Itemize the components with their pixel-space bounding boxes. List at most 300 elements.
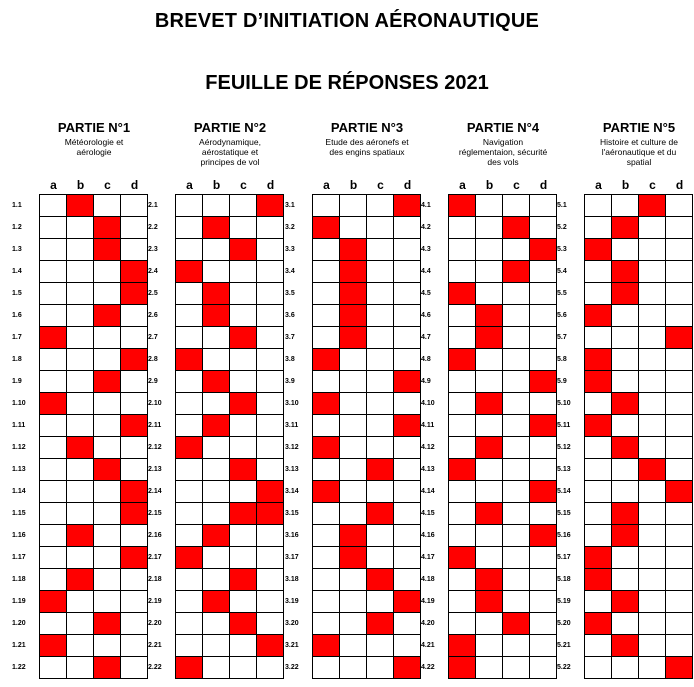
answer-cell-b[interactable] (67, 283, 94, 305)
answer-cell-c[interactable] (230, 569, 257, 591)
answer-cell-c[interactable] (639, 261, 666, 283)
answer-cell-b[interactable] (340, 547, 367, 569)
answer-cell-d[interactable] (666, 547, 693, 569)
answer-cell-a[interactable] (176, 569, 203, 591)
answer-cell-c[interactable] (639, 305, 666, 327)
answer-cell-d[interactable] (530, 239, 557, 261)
answer-cell-c[interactable] (94, 195, 121, 217)
answer-cell-d[interactable] (394, 415, 421, 437)
answer-cell-a[interactable] (176, 591, 203, 613)
answer-cell-a[interactable] (313, 591, 340, 613)
answer-cell-c[interactable] (367, 525, 394, 547)
answer-cell-c[interactable] (94, 437, 121, 459)
answer-cell-d[interactable] (666, 415, 693, 437)
answer-cell-a[interactable] (176, 349, 203, 371)
answer-cell-a[interactable] (585, 635, 612, 657)
answer-cell-a[interactable] (313, 217, 340, 239)
answer-cell-b[interactable] (340, 283, 367, 305)
answer-cell-b[interactable] (476, 261, 503, 283)
answer-cell-d[interactable] (666, 195, 693, 217)
answer-cell-b[interactable] (67, 481, 94, 503)
answer-cell-a[interactable] (40, 459, 67, 481)
answer-cell-c[interactable] (94, 525, 121, 547)
answer-cell-c[interactable] (639, 547, 666, 569)
answer-cell-d[interactable] (530, 217, 557, 239)
answer-cell-a[interactable] (40, 525, 67, 547)
answer-cell-a[interactable] (585, 547, 612, 569)
answer-cell-c[interactable] (94, 547, 121, 569)
answer-cell-b[interactable] (203, 305, 230, 327)
answer-cell-d[interactable] (257, 261, 284, 283)
answer-cell-b[interactable] (203, 239, 230, 261)
answer-cell-c[interactable] (503, 503, 530, 525)
answer-cell-c[interactable] (639, 393, 666, 415)
answer-cell-c[interactable] (230, 195, 257, 217)
answer-cell-b[interactable] (612, 657, 639, 679)
answer-cell-a[interactable] (585, 415, 612, 437)
answer-cell-a[interactable] (313, 437, 340, 459)
answer-cell-d[interactable] (530, 591, 557, 613)
answer-cell-d[interactable] (530, 657, 557, 679)
answer-cell-c[interactable] (230, 481, 257, 503)
answer-cell-b[interactable] (340, 195, 367, 217)
answer-cell-c[interactable] (230, 591, 257, 613)
answer-cell-d[interactable] (257, 547, 284, 569)
answer-cell-a[interactable] (585, 239, 612, 261)
answer-cell-a[interactable] (40, 371, 67, 393)
answer-cell-c[interactable] (367, 195, 394, 217)
answer-cell-a[interactable] (313, 393, 340, 415)
answer-cell-a[interactable] (585, 371, 612, 393)
answer-cell-c[interactable] (503, 635, 530, 657)
answer-cell-b[interactable] (67, 415, 94, 437)
answer-cell-a[interactable] (176, 613, 203, 635)
answer-cell-a[interactable] (313, 415, 340, 437)
answer-cell-c[interactable] (230, 283, 257, 305)
answer-cell-a[interactable] (313, 657, 340, 679)
answer-cell-b[interactable] (203, 503, 230, 525)
answer-cell-b[interactable] (340, 657, 367, 679)
answer-cell-c[interactable] (230, 217, 257, 239)
answer-cell-a[interactable] (449, 327, 476, 349)
answer-cell-a[interactable] (40, 503, 67, 525)
answer-cell-b[interactable] (476, 525, 503, 547)
answer-cell-b[interactable] (476, 635, 503, 657)
answer-cell-d[interactable] (530, 437, 557, 459)
answer-cell-c[interactable] (503, 547, 530, 569)
answer-cell-a[interactable] (585, 569, 612, 591)
answer-cell-d[interactable] (394, 437, 421, 459)
answer-cell-b[interactable] (476, 195, 503, 217)
answer-cell-b[interactable] (612, 349, 639, 371)
answer-cell-c[interactable] (230, 415, 257, 437)
answer-cell-c[interactable] (230, 393, 257, 415)
answer-cell-b[interactable] (203, 459, 230, 481)
answer-cell-b[interactable] (203, 635, 230, 657)
answer-cell-c[interactable] (367, 305, 394, 327)
answer-cell-c[interactable] (230, 305, 257, 327)
answer-cell-d[interactable] (530, 459, 557, 481)
answer-cell-a[interactable] (585, 283, 612, 305)
answer-cell-a[interactable] (313, 261, 340, 283)
answer-cell-a[interactable] (40, 547, 67, 569)
answer-cell-d[interactable] (666, 371, 693, 393)
answer-cell-c[interactable] (367, 327, 394, 349)
answer-cell-b[interactable] (340, 459, 367, 481)
answer-cell-b[interactable] (67, 613, 94, 635)
answer-cell-b[interactable] (67, 657, 94, 679)
answer-cell-a[interactable] (176, 481, 203, 503)
answer-cell-b[interactable] (67, 371, 94, 393)
answer-cell-a[interactable] (40, 569, 67, 591)
answer-cell-b[interactable] (476, 503, 503, 525)
answer-cell-c[interactable] (503, 261, 530, 283)
answer-cell-a[interactable] (585, 481, 612, 503)
answer-cell-c[interactable] (94, 217, 121, 239)
answer-cell-a[interactable] (40, 283, 67, 305)
answer-cell-d[interactable] (666, 305, 693, 327)
answer-cell-c[interactable] (639, 657, 666, 679)
answer-cell-a[interactable] (585, 261, 612, 283)
answer-cell-b[interactable] (612, 525, 639, 547)
answer-cell-c[interactable] (639, 591, 666, 613)
answer-cell-d[interactable] (530, 195, 557, 217)
answer-cell-b[interactable] (340, 525, 367, 547)
answer-cell-b[interactable] (67, 261, 94, 283)
answer-cell-c[interactable] (230, 371, 257, 393)
answer-cell-a[interactable] (313, 349, 340, 371)
answer-cell-a[interactable] (449, 437, 476, 459)
answer-cell-c[interactable] (230, 239, 257, 261)
answer-cell-c[interactable] (503, 217, 530, 239)
answer-cell-a[interactable] (176, 327, 203, 349)
answer-cell-a[interactable] (176, 393, 203, 415)
answer-cell-a[interactable] (585, 437, 612, 459)
answer-cell-a[interactable] (40, 217, 67, 239)
answer-cell-d[interactable] (666, 261, 693, 283)
answer-cell-c[interactable] (94, 459, 121, 481)
answer-cell-d[interactable] (257, 305, 284, 327)
answer-cell-a[interactable] (313, 305, 340, 327)
answer-cell-c[interactable] (94, 305, 121, 327)
answer-cell-c[interactable] (503, 239, 530, 261)
answer-cell-b[interactable] (340, 305, 367, 327)
answer-cell-a[interactable] (585, 195, 612, 217)
answer-cell-d[interactable] (666, 591, 693, 613)
answer-cell-d[interactable] (530, 349, 557, 371)
answer-cell-d[interactable] (121, 503, 148, 525)
answer-cell-b[interactable] (340, 437, 367, 459)
answer-cell-d[interactable] (257, 437, 284, 459)
answer-cell-a[interactable] (313, 283, 340, 305)
answer-cell-b[interactable] (612, 613, 639, 635)
answer-cell-b[interactable] (340, 371, 367, 393)
answer-cell-d[interactable] (530, 283, 557, 305)
answer-cell-a[interactable] (40, 327, 67, 349)
answer-cell-d[interactable] (394, 459, 421, 481)
answer-cell-c[interactable] (367, 613, 394, 635)
answer-cell-b[interactable] (67, 327, 94, 349)
answer-cell-a[interactable] (449, 591, 476, 613)
answer-cell-d[interactable] (394, 547, 421, 569)
answer-cell-b[interactable] (476, 437, 503, 459)
answer-cell-c[interactable] (639, 613, 666, 635)
answer-cell-d[interactable] (121, 415, 148, 437)
answer-cell-d[interactable] (666, 503, 693, 525)
answer-cell-b[interactable] (340, 349, 367, 371)
answer-cell-a[interactable] (449, 525, 476, 547)
answer-cell-b[interactable] (67, 547, 94, 569)
answer-cell-a[interactable] (449, 349, 476, 371)
answer-cell-b[interactable] (67, 503, 94, 525)
answer-cell-d[interactable] (666, 283, 693, 305)
answer-cell-c[interactable] (503, 195, 530, 217)
answer-cell-c[interactable] (503, 569, 530, 591)
answer-cell-c[interactable] (639, 459, 666, 481)
answer-cell-d[interactable] (394, 635, 421, 657)
answer-cell-d[interactable] (530, 305, 557, 327)
answer-cell-b[interactable] (612, 481, 639, 503)
answer-cell-b[interactable] (612, 437, 639, 459)
answer-cell-d[interactable] (257, 591, 284, 613)
answer-cell-d[interactable] (394, 503, 421, 525)
answer-cell-d[interactable] (257, 327, 284, 349)
answer-cell-c[interactable] (367, 283, 394, 305)
answer-cell-a[interactable] (449, 635, 476, 657)
answer-cell-c[interactable] (230, 613, 257, 635)
answer-cell-d[interactable] (530, 327, 557, 349)
answer-cell-b[interactable] (476, 569, 503, 591)
answer-cell-d[interactable] (666, 393, 693, 415)
answer-cell-d[interactable] (530, 371, 557, 393)
answer-cell-c[interactable] (94, 239, 121, 261)
answer-cell-c[interactable] (639, 283, 666, 305)
answer-cell-a[interactable] (585, 327, 612, 349)
answer-cell-b[interactable] (612, 635, 639, 657)
answer-cell-b[interactable] (67, 217, 94, 239)
answer-cell-c[interactable] (639, 327, 666, 349)
answer-cell-c[interactable] (367, 481, 394, 503)
answer-cell-d[interactable] (530, 635, 557, 657)
answer-cell-b[interactable] (340, 569, 367, 591)
answer-cell-a[interactable] (313, 195, 340, 217)
answer-cell-c[interactable] (94, 393, 121, 415)
answer-cell-c[interactable] (639, 481, 666, 503)
answer-cell-a[interactable] (313, 569, 340, 591)
answer-cell-b[interactable] (203, 195, 230, 217)
answer-cell-d[interactable] (257, 613, 284, 635)
answer-cell-b[interactable] (340, 591, 367, 613)
answer-cell-b[interactable] (476, 239, 503, 261)
answer-cell-d[interactable] (121, 327, 148, 349)
answer-cell-d[interactable] (394, 305, 421, 327)
answer-cell-c[interactable] (367, 547, 394, 569)
answer-cell-c[interactable] (230, 261, 257, 283)
answer-cell-a[interactable] (176, 635, 203, 657)
answer-cell-b[interactable] (612, 503, 639, 525)
answer-cell-c[interactable] (639, 569, 666, 591)
answer-cell-c[interactable] (230, 635, 257, 657)
answer-cell-b[interactable] (612, 217, 639, 239)
answer-cell-b[interactable] (203, 261, 230, 283)
answer-cell-d[interactable] (666, 613, 693, 635)
answer-cell-b[interactable] (203, 657, 230, 679)
answer-cell-d[interactable] (666, 459, 693, 481)
answer-cell-b[interactable] (476, 217, 503, 239)
answer-cell-a[interactable] (313, 327, 340, 349)
answer-cell-a[interactable] (40, 195, 67, 217)
answer-cell-c[interactable] (503, 657, 530, 679)
answer-cell-d[interactable] (121, 459, 148, 481)
answer-cell-b[interactable] (340, 393, 367, 415)
answer-cell-c[interactable] (94, 349, 121, 371)
answer-cell-d[interactable] (121, 393, 148, 415)
answer-cell-d[interactable] (394, 393, 421, 415)
answer-cell-c[interactable] (639, 349, 666, 371)
answer-cell-a[interactable] (449, 547, 476, 569)
answer-cell-a[interactable] (449, 217, 476, 239)
answer-cell-d[interactable] (530, 547, 557, 569)
answer-cell-a[interactable] (449, 371, 476, 393)
answer-cell-a[interactable] (40, 635, 67, 657)
answer-cell-b[interactable] (612, 195, 639, 217)
answer-cell-d[interactable] (121, 283, 148, 305)
answer-cell-d[interactable] (121, 657, 148, 679)
answer-cell-b[interactable] (476, 327, 503, 349)
answer-cell-d[interactable] (257, 415, 284, 437)
answer-cell-b[interactable] (340, 261, 367, 283)
answer-cell-d[interactable] (257, 657, 284, 679)
answer-cell-c[interactable] (503, 525, 530, 547)
answer-cell-b[interactable] (340, 239, 367, 261)
answer-cell-d[interactable] (257, 503, 284, 525)
answer-cell-a[interactable] (176, 657, 203, 679)
answer-cell-a[interactable] (313, 503, 340, 525)
answer-cell-c[interactable] (367, 591, 394, 613)
answer-cell-d[interactable] (394, 217, 421, 239)
answer-cell-b[interactable] (203, 481, 230, 503)
answer-cell-c[interactable] (367, 437, 394, 459)
answer-cell-c[interactable] (639, 217, 666, 239)
answer-cell-d[interactable] (666, 217, 693, 239)
answer-cell-c[interactable] (94, 371, 121, 393)
answer-cell-a[interactable] (585, 657, 612, 679)
answer-cell-c[interactable] (94, 613, 121, 635)
answer-cell-d[interactable] (530, 569, 557, 591)
answer-cell-d[interactable] (121, 349, 148, 371)
answer-cell-c[interactable] (639, 503, 666, 525)
answer-cell-c[interactable] (94, 283, 121, 305)
answer-cell-d[interactable] (121, 371, 148, 393)
answer-cell-b[interactable] (612, 591, 639, 613)
answer-cell-c[interactable] (367, 349, 394, 371)
answer-cell-a[interactable] (40, 415, 67, 437)
answer-cell-b[interactable] (476, 657, 503, 679)
answer-cell-a[interactable] (449, 481, 476, 503)
answer-cell-a[interactable] (449, 459, 476, 481)
answer-cell-a[interactable] (176, 415, 203, 437)
answer-cell-c[interactable] (503, 481, 530, 503)
answer-cell-a[interactable] (313, 371, 340, 393)
answer-cell-d[interactable] (666, 569, 693, 591)
answer-cell-c[interactable] (639, 239, 666, 261)
answer-cell-d[interactable] (257, 569, 284, 591)
answer-cell-c[interactable] (503, 349, 530, 371)
answer-cell-b[interactable] (476, 481, 503, 503)
answer-cell-c[interactable] (367, 569, 394, 591)
answer-cell-d[interactable] (257, 459, 284, 481)
answer-cell-a[interactable] (585, 217, 612, 239)
answer-cell-b[interactable] (203, 393, 230, 415)
answer-cell-d[interactable] (121, 217, 148, 239)
answer-cell-c[interactable] (503, 437, 530, 459)
answer-cell-c[interactable] (503, 283, 530, 305)
answer-cell-b[interactable] (203, 349, 230, 371)
answer-cell-b[interactable] (67, 195, 94, 217)
answer-cell-d[interactable] (121, 547, 148, 569)
answer-cell-a[interactable] (176, 437, 203, 459)
answer-cell-b[interactable] (612, 569, 639, 591)
answer-cell-c[interactable] (230, 327, 257, 349)
answer-cell-d[interactable] (666, 481, 693, 503)
answer-cell-c[interactable] (230, 657, 257, 679)
answer-cell-b[interactable] (203, 371, 230, 393)
answer-cell-a[interactable] (585, 305, 612, 327)
answer-cell-c[interactable] (503, 415, 530, 437)
answer-cell-b[interactable] (612, 415, 639, 437)
answer-cell-b[interactable] (612, 459, 639, 481)
answer-cell-d[interactable] (257, 195, 284, 217)
answer-cell-c[interactable] (94, 569, 121, 591)
answer-cell-a[interactable] (176, 195, 203, 217)
answer-cell-a[interactable] (449, 503, 476, 525)
answer-cell-b[interactable] (612, 327, 639, 349)
answer-cell-a[interactable] (449, 613, 476, 635)
answer-cell-a[interactable] (176, 217, 203, 239)
answer-cell-d[interactable] (394, 569, 421, 591)
answer-cell-d[interactable] (394, 481, 421, 503)
answer-cell-a[interactable] (40, 591, 67, 613)
answer-cell-d[interactable] (394, 239, 421, 261)
answer-cell-d[interactable] (666, 657, 693, 679)
answer-cell-a[interactable] (40, 261, 67, 283)
answer-cell-b[interactable] (476, 547, 503, 569)
answer-cell-c[interactable] (230, 525, 257, 547)
answer-cell-b[interactable] (476, 415, 503, 437)
answer-cell-c[interactable] (94, 481, 121, 503)
answer-cell-d[interactable] (257, 283, 284, 305)
answer-cell-c[interactable] (367, 459, 394, 481)
answer-cell-d[interactable] (121, 437, 148, 459)
answer-cell-c[interactable] (503, 305, 530, 327)
answer-cell-c[interactable] (367, 503, 394, 525)
answer-cell-b[interactable] (203, 591, 230, 613)
answer-cell-a[interactable] (449, 657, 476, 679)
answer-cell-d[interactable] (121, 635, 148, 657)
answer-cell-d[interactable] (257, 525, 284, 547)
answer-cell-c[interactable] (639, 525, 666, 547)
answer-cell-d[interactable] (394, 195, 421, 217)
answer-cell-d[interactable] (666, 437, 693, 459)
answer-cell-a[interactable] (40, 657, 67, 679)
answer-cell-d[interactable] (121, 261, 148, 283)
answer-cell-b[interactable] (67, 635, 94, 657)
answer-cell-b[interactable] (476, 459, 503, 481)
answer-cell-a[interactable] (40, 305, 67, 327)
answer-cell-a[interactable] (313, 239, 340, 261)
answer-cell-b[interactable] (67, 525, 94, 547)
answer-cell-d[interactable] (121, 481, 148, 503)
